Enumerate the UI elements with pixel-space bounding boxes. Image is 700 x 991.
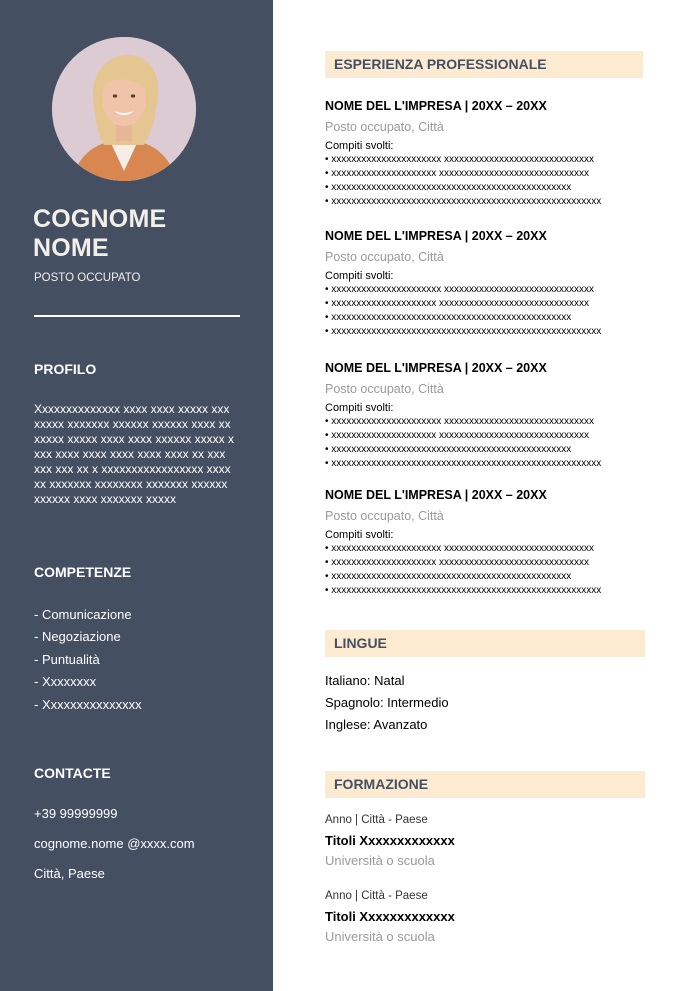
profile-heading: PROFILO [34, 361, 97, 377]
bullet-item: • xxxxxxxxxxxxxxxxxxxxxxxxxxxxxxxxxxxxxxxxxxxxxxxxxxxxxx [325, 195, 665, 209]
bullet-item: • xxxxxxxxxxxxxxxxxxxxxxxxxxxxxxxxxxxxxxxxxxxxxxxx [325, 570, 665, 584]
language-item: Inglese: Avanzato [325, 717, 428, 732]
language-item: Italiano: Natal [325, 673, 405, 688]
language-item: Spagnolo: Intermedio [325, 695, 449, 710]
skill-item: - Negoziazione [34, 629, 121, 645]
job-company: NOME DEL L'IMPRESA | 20XX – 20XX [325, 99, 547, 113]
bullet-item: • xxxxxxxxxxxxxxxxxxxxx xxxxxxxxxxxxxxxxxxxxxxxxxxxxxx [325, 556, 665, 570]
job-bullets [325, 153, 665, 209]
job-position: Posto occupato, Città [325, 382, 444, 396]
job-tasks-label: Compiti svolti: [325, 529, 394, 541]
job-bullets [325, 415, 665, 471]
bullet-item: • xxxxxxxxxxxxxxxxxxxxx xxxxxxxxxxxxxxxxxxxxxxxxxxxxxx [325, 167, 665, 181]
bullet-item: • xxxxxxxxxxxxxxxxxxxxxx xxxxxxxxxxxxxxxxxxxxxxxxxxxxxx [325, 542, 665, 556]
bullet-item: • xxxxxxxxxxxxxxxxxxxxxx xxxxxxxxxxxxxxxxxxxxxxxxxxxxxx [325, 415, 665, 429]
education-meta: Anno | Città - Paese [325, 890, 428, 902]
contact-location: Città, Paese [34, 866, 105, 881]
bullet-item: • xxxxxxxxxxxxxxxxxxxxxxxxxxxxxxxxxxxxxxxxxxxxxxxxxxxxxx [325, 457, 665, 471]
job-position: Posto occupato, Città [325, 120, 444, 134]
job-bullets [325, 542, 665, 598]
full-name [33, 205, 166, 263]
contact-heading: CONTACTE [34, 765, 111, 781]
bullet-item: • xxxxxxxxxxxxxxxxxxxxxxxxxxxxxxxxxxxxxxxxxxxxxxxxxxxxxx [325, 584, 665, 598]
education-title: Titoli Xxxxxxxxxxxxx [325, 909, 455, 924]
profile-photo [52, 37, 196, 181]
skill-item: - Puntualità [34, 651, 100, 667]
experience-heading: ESPERIENZA PROFESSIONALE [325, 51, 643, 78]
divider [34, 315, 240, 317]
profile-text: Xxxxxxxxxxxxxx xxxx xxxx xxxxx xxxxxxxx xxxxxxx xxxxxx xxxxxx xxxx xxxxxxx xxxxx xxxx xxxx xxxxxx xxxxx xxxx xxxx xxxx xxxx xxxx xxxx xx xxx xxx xxx xx x xxxxxxxxxxxxxxxxx xxxxxx xxxxxxx xxxxxxxx xxxxxxx xxxxxx xxxxxx xxxx xxxxxxx xxxxx [34, 402, 235, 506]
portrait-illustration [52, 37, 196, 181]
job-role: POSTO OCCUPATO [34, 272, 141, 284]
job-bullets [325, 283, 665, 339]
first-name: NOME [33, 234, 109, 262]
bullet-item: • xxxxxxxxxxxxxxxxxxxxx xxxxxxxxxxxxxxxxxxxxxxxxxxxxxx [325, 429, 665, 443]
job-company: NOME DEL L'IMPRESA | 20XX – 20XX [325, 361, 547, 375]
skills-list [34, 604, 142, 716]
job-entry [325, 488, 665, 598]
education-meta: Anno | Città - Paese [325, 814, 428, 826]
contact-phone: +39 99999999 [34, 806, 118, 821]
job-company: NOME DEL L'IMPRESA | 20XX – 20XX [325, 229, 547, 243]
languages-heading: LINGUE [325, 630, 645, 657]
job-entry [325, 361, 665, 471]
bullet-item: • xxxxxxxxxxxxxxxxxxxxxxxxxxxxxxxxxxxxxxxxxxxxxxxxxxxxxx [325, 325, 665, 339]
bullet-item: • xxxxxxxxxxxxxxxxxxxxxx xxxxxxxxxxxxxxxxxxxxxxxxxxxxxx [325, 153, 665, 167]
job-position: Posto occupato, Città [325, 509, 444, 523]
skills-heading: COMPETENZE [34, 564, 132, 580]
bullet-item: • xxxxxxxxxxxxxxxxxxxxxxxxxxxxxxxxxxxxxxxxxxxxxxxx [325, 311, 665, 325]
bullet-item: • xxxxxxxxxxxxxxxxxxxxxxxxxxxxxxxxxxxxxxxxxxxxxxxx [325, 443, 665, 457]
contact-email: cognome.nome @xxxx.com [34, 836, 195, 851]
education-title: Titoli Xxxxxxxxxxxxx [325, 833, 455, 848]
job-position: Posto occupato, Città [325, 250, 444, 264]
job-entry [325, 229, 665, 339]
education-school: Università o scuola [325, 929, 435, 944]
job-tasks-label: Compiti svolti: [325, 402, 394, 414]
education-school: Università o scuola [325, 853, 435, 868]
skill-item: - Comunicazione [34, 607, 132, 622]
job-tasks-label: Compiti svolti: [325, 140, 394, 152]
education-heading: FORMAZIONE [325, 771, 645, 798]
skill-item: - Xxxxxxxxxxxxxxx [34, 696, 142, 712]
bullet-item: • xxxxxxxxxxxxxxxxxxxxx xxxxxxxxxxxxxxxxxxxxxxxxxxxxxx [325, 297, 665, 311]
job-company: NOME DEL L'IMPRESA | 20XX – 20XX [325, 488, 547, 502]
surname: COGNOME [33, 205, 167, 233]
skill-item: - Xxxxxxxx [34, 674, 97, 690]
sidebar [0, 0, 273, 991]
bullet-item: • xxxxxxxxxxxxxxxxxxxxxxxxxxxxxxxxxxxxxxxxxxxxxxxx [325, 181, 665, 195]
bullet-item: • xxxxxxxxxxxxxxxxxxxxxx xxxxxxxxxxxxxxxxxxxxxxxxxxxxxx [325, 283, 665, 297]
job-tasks-label: Compiti svolti: [325, 270, 394, 282]
job-entry [325, 99, 665, 209]
